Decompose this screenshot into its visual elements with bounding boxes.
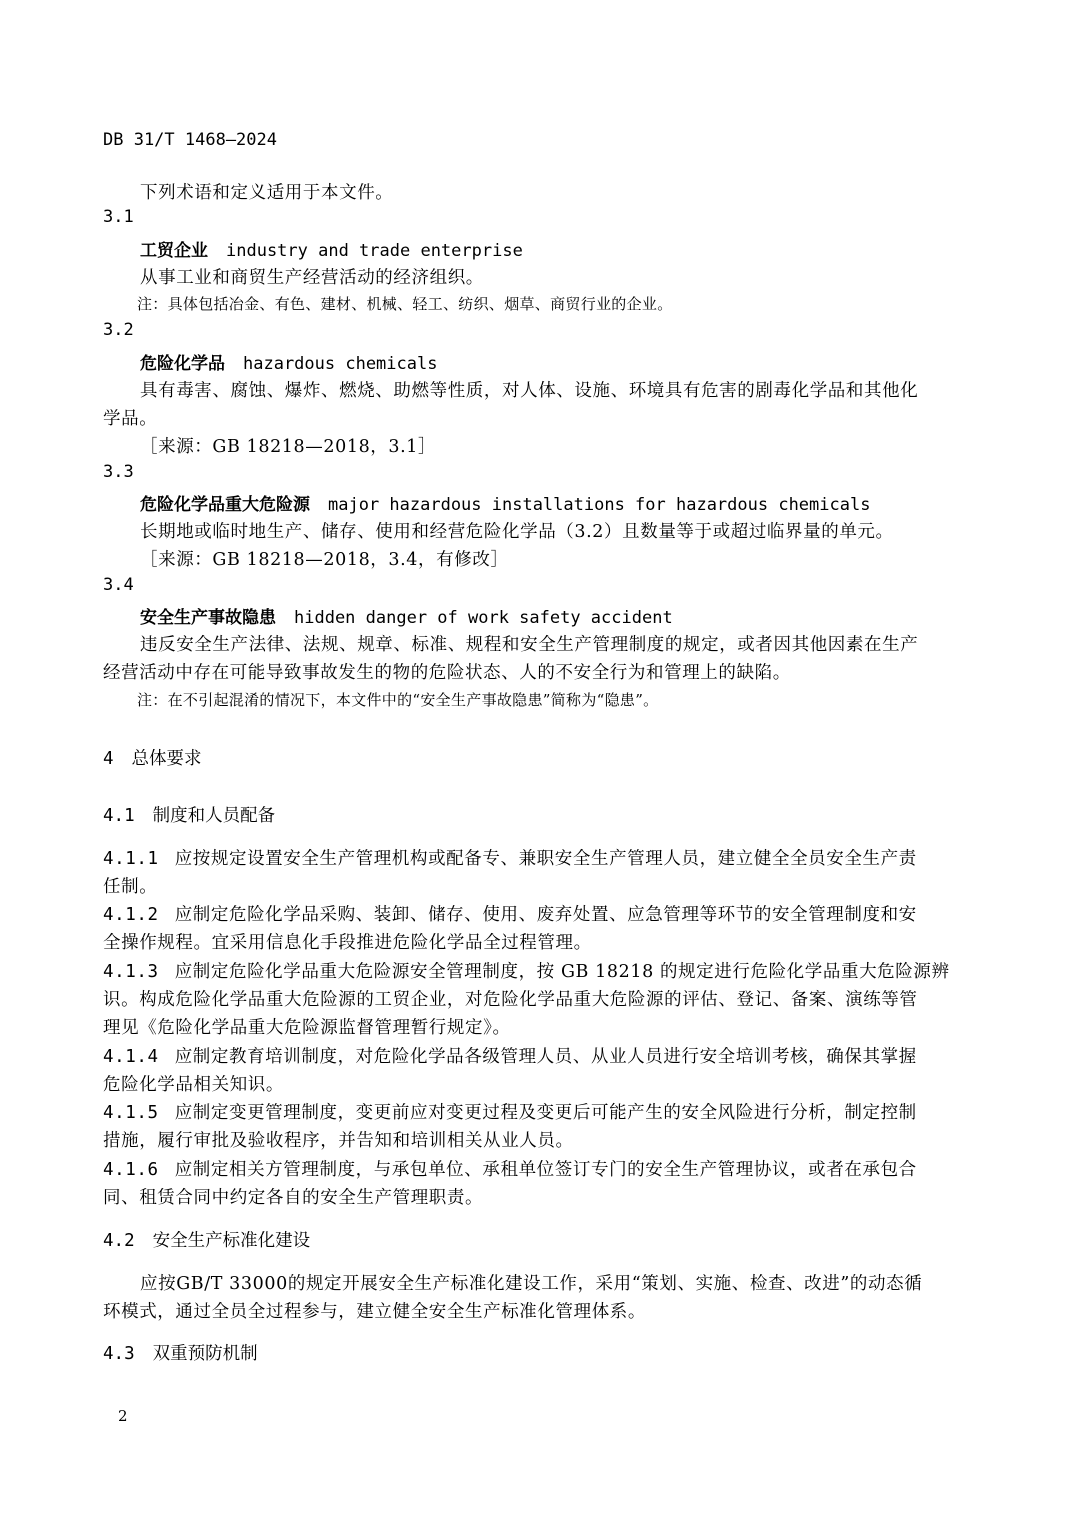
clause-text: 全操作规程。宜采用信息化手段推进危险化学品全过程管理。	[103, 933, 592, 953]
subsection-title: 双重预防机制	[152, 1344, 258, 1364]
subsection-heading	[103, 1340, 258, 1365]
term-heading	[140, 349, 437, 374]
clause-text: 应制定危险化学品采购、装卸、储存、使用、废弃处置、应急管理等环节的安全管理制度和安	[174, 905, 917, 925]
term-note: 注：具体包括冶金、有色、建材、机械、轻工、纺织、烟草、商贸行业的企业。	[137, 295, 673, 313]
clause-text: 应按规定设置安全生产管理机构或配备专、兼职安全生产管理人员，建立健全全员安全生产责	[174, 849, 917, 869]
clause-text: 应制定危险化学品重大危险源安全管理制度，按 GB 18218 的规定进行危险化学品重大危险源辨	[174, 962, 950, 982]
subsection-title: 制度和人员配备	[152, 806, 276, 826]
section-number: 4	[103, 749, 114, 769]
clause-text: 识。构成危险化学品重大危险源的工贸企业，对危险化学品重大危险源的评估、登记、备案、演练等管	[103, 990, 918, 1010]
clause-number: 4.1.1	[103, 849, 159, 869]
clause-line	[103, 958, 950, 983]
term-zh: 工贸企业	[140, 241, 208, 261]
term-heading	[140, 490, 870, 515]
term-zh: 安全生产事故隐患	[140, 608, 276, 628]
clause-text: 理见《危险化学品重大危险源监督管理暂行规定》。	[103, 1018, 511, 1038]
clause-number: 4.1.6	[103, 1160, 159, 1180]
term-definition: 经营活动中存在可能导致事故发生的物的危险状态、人的不安全行为和管理上的缺陷。	[103, 663, 791, 683]
subsection-heading	[103, 802, 275, 827]
clause-line	[103, 901, 917, 926]
clause-text: 应制定相关方管理制度，与承包单位、承租单位签订专门的安全生产管理协议，或者在承包合	[174, 1160, 917, 1180]
paragraph-line: 应按GB/T 33000的规定开展安全生产标准化建设工作，采用“策划、实施、检查、改进”的动态循	[140, 1274, 923, 1294]
term-definition: 从事工业和商贸生产经营活动的经济组织。	[140, 268, 484, 288]
paragraph-line: 环模式，通过全员全过程参与，建立健全安全生产标准化管理体系。	[103, 1302, 646, 1322]
section-title: 总体要求	[131, 749, 202, 769]
term-en: major hazardous installations for hazardous chemicals	[328, 495, 871, 515]
clause-line	[103, 1043, 917, 1068]
clause-text: 任制。	[103, 877, 158, 897]
term-heading	[140, 236, 523, 261]
clause-number: 4.1.5	[103, 1103, 159, 1123]
term-source: ［来源：GB 18218—2018，3.1］	[140, 437, 437, 457]
term-zh: 危险化学品	[140, 354, 225, 374]
term-heading	[140, 603, 673, 628]
term-en: industry and trade enterprise	[226, 241, 523, 261]
clause-number: 4.1.2	[103, 905, 159, 925]
clause-text: 危险化学品相关知识。	[103, 1075, 284, 1095]
term-number: 3.2	[103, 320, 134, 340]
clause-text: 应制定教育培训制度，对危险化学品各级管理人员、从业人员进行安全培训考核，确保其掌握	[174, 1047, 917, 1067]
clause-text: 同、租赁合同中约定各自的安全生产管理职责。	[103, 1188, 484, 1208]
clause-line	[103, 1099, 917, 1124]
term-en: hazardous chemicals	[243, 354, 438, 374]
clause-text: 应制定变更管理制度，变更前应对变更过程及变更后可能产生的安全风险进行分析，制定控制	[174, 1103, 917, 1123]
term-en: hidden danger of work safety accident	[294, 608, 673, 628]
term-zh: 危险化学品重大危险源	[140, 495, 310, 515]
subsection-number: 4.3	[103, 1344, 135, 1364]
document-number: DB 31/T 1468—2024	[103, 130, 277, 150]
term-definition: 学品。	[103, 409, 158, 429]
page-number: 2	[118, 1407, 128, 1425]
term-definition: 具有毒害、腐蚀、爆炸、燃烧、助燃等性质，对人体、设施、环境具有危害的剧毒化学品和其他化	[140, 381, 919, 401]
term-definition: 违反安全生产法律、法规、规章、标准、规程和安全生产管理制度的规定，或者因其他因素在生产	[140, 635, 919, 655]
clause-number: 4.1.3	[103, 962, 159, 982]
term-note: 注：在不引起混淆的情况下，本文件中的“安全生产事故隐患”简称为“隐患”。	[137, 691, 659, 709]
term-definition: 长期地或临时地生产、储存、使用和经营危险化学品（3.2）且数量等于或超过临界量的单元。	[140, 522, 894, 542]
term-number: 3.4	[103, 575, 134, 595]
term-source: ［来源：GB 18218—2018，3.4，有修改］	[140, 550, 509, 570]
clause-line	[103, 1156, 917, 1181]
clause-number: 4.1.4	[103, 1047, 159, 1067]
terms-intro: 下列术语和定义适用于本文件。	[140, 183, 394, 203]
section-heading	[103, 745, 202, 770]
clause-line	[103, 845, 917, 870]
subsection-title: 安全生产标准化建设	[152, 1231, 311, 1251]
subsection-number: 4.2	[103, 1231, 135, 1251]
subsection-heading	[103, 1227, 310, 1252]
clause-text: 措施，履行审批及验收程序，并告知和培训相关从业人员。	[103, 1131, 574, 1151]
term-number: 3.3	[103, 462, 134, 482]
term-number: 3.1	[103, 207, 134, 227]
subsection-number: 4.1	[103, 806, 135, 826]
